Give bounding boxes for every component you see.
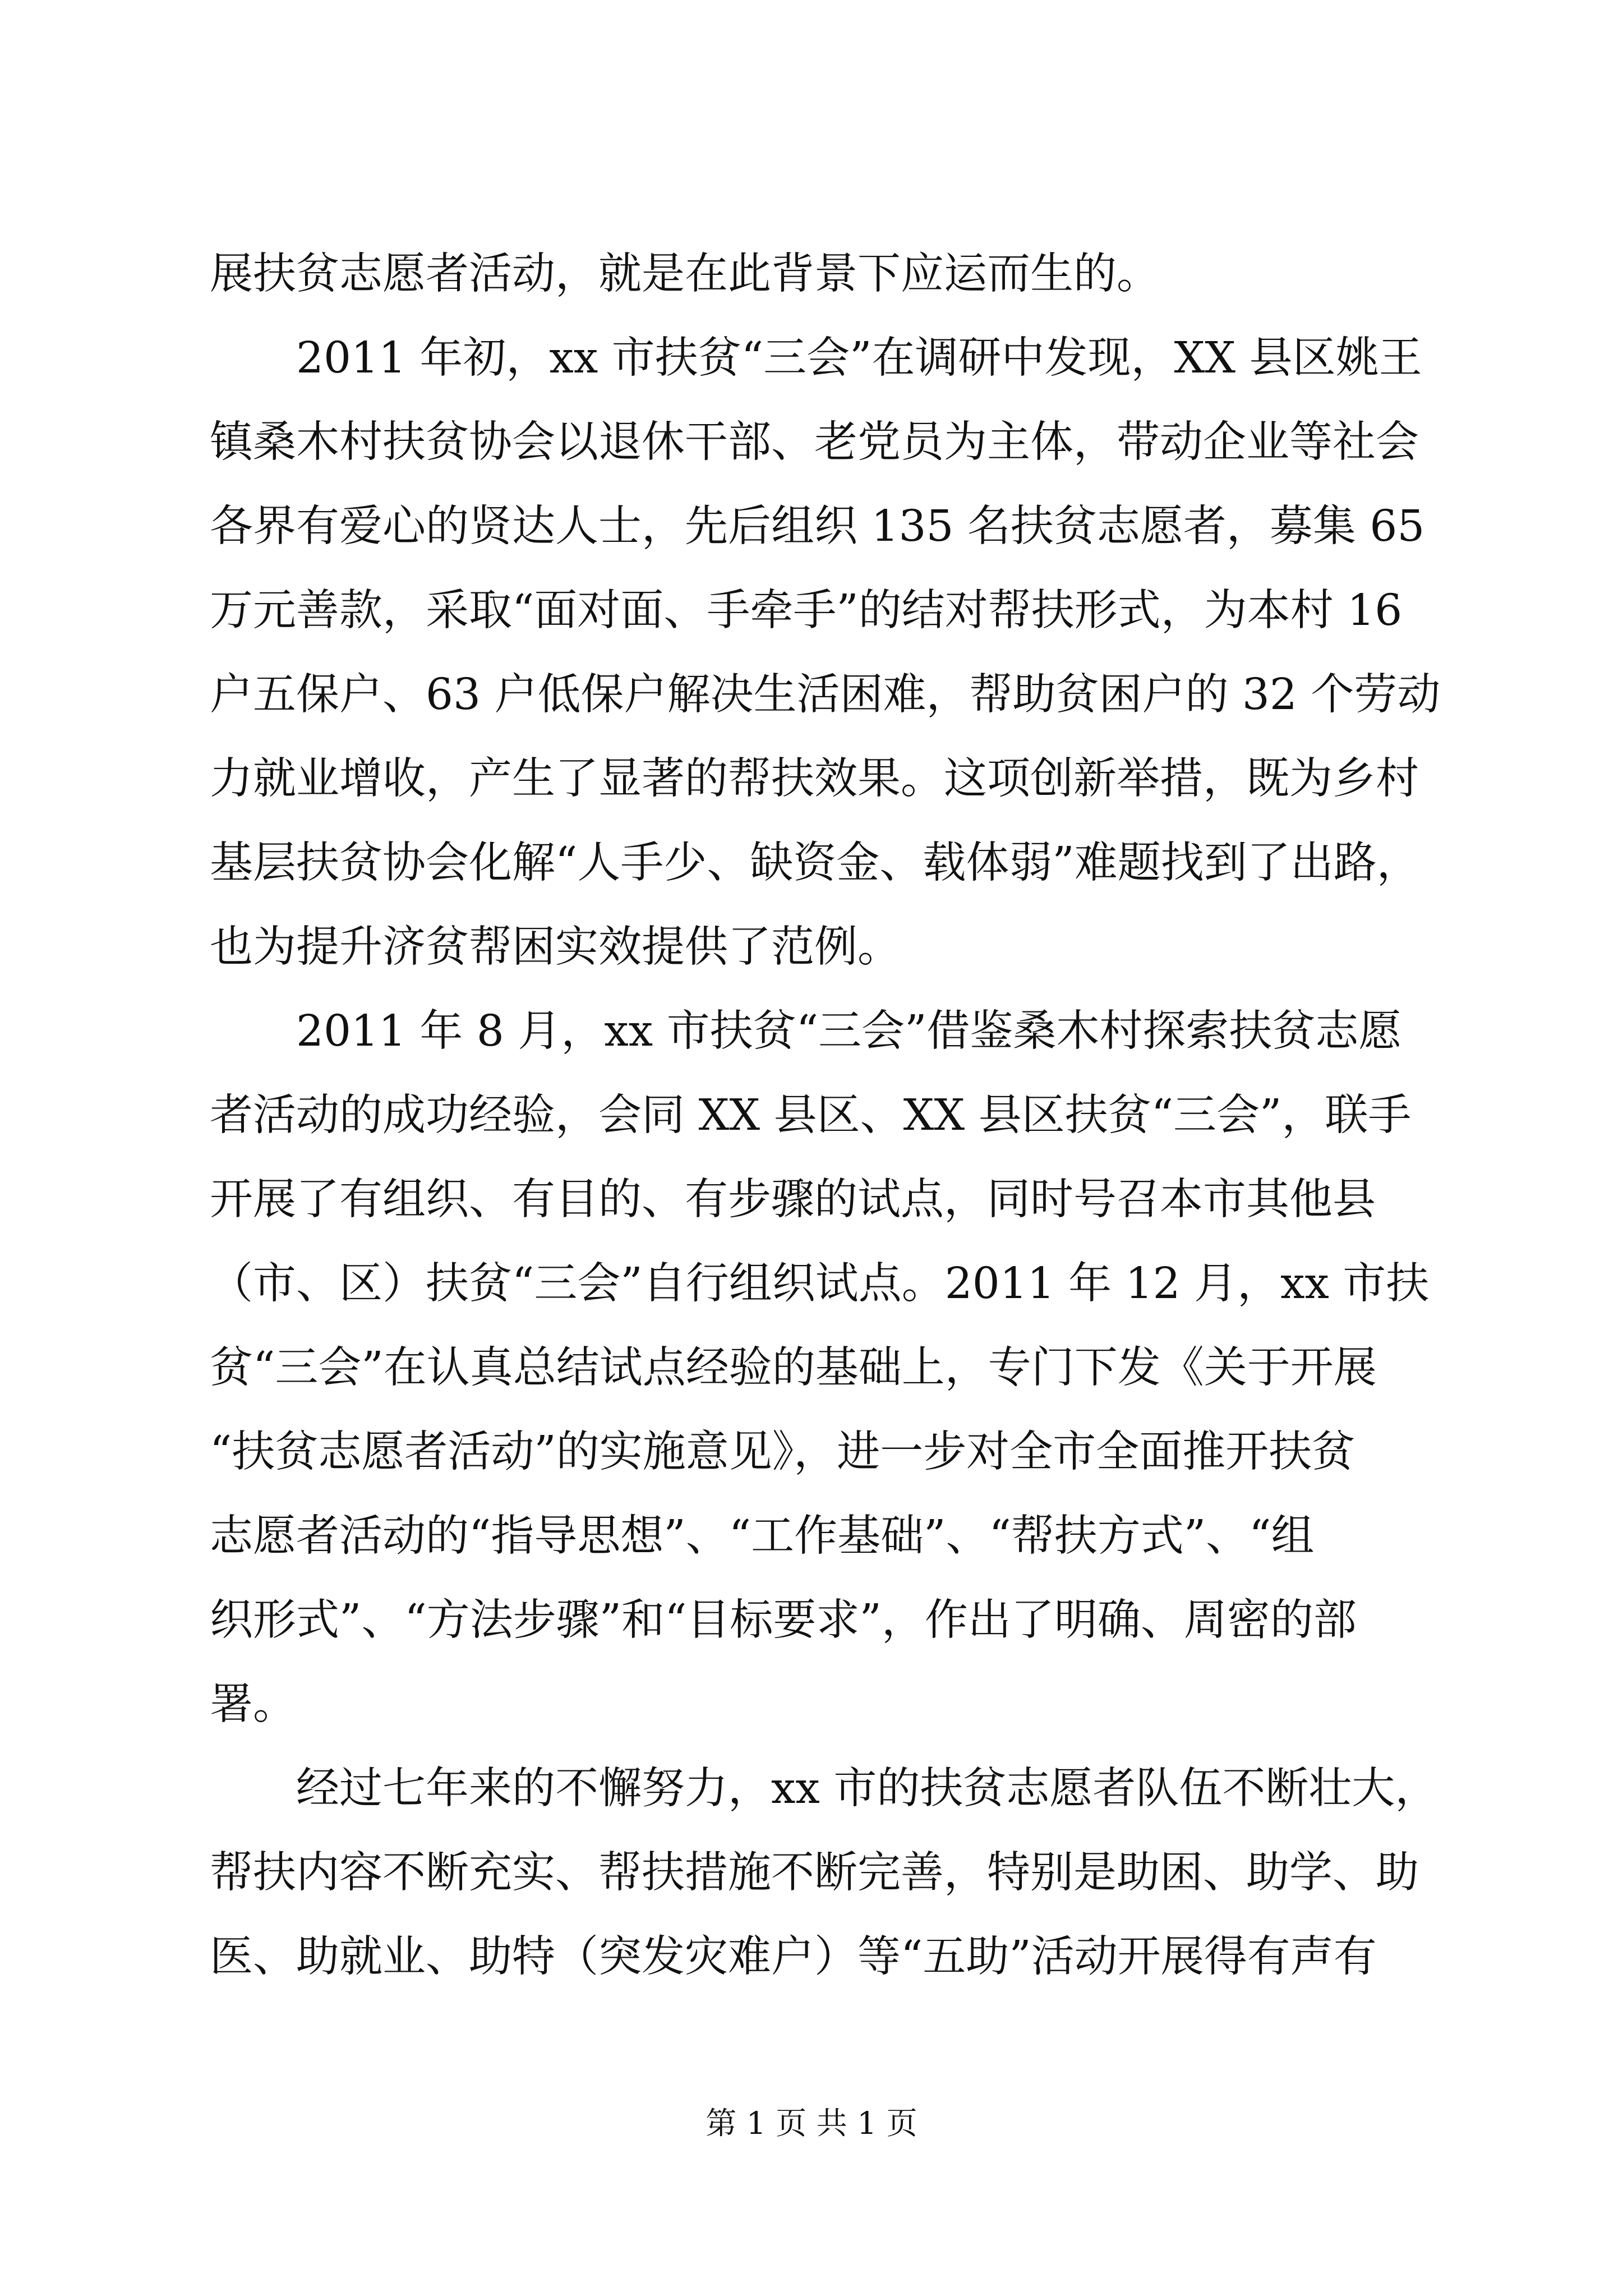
text-line: 志愿者活动的“指导思想”、“工作基础”、“帮扶方式”、“组: [210, 1511, 1315, 1561]
text-line: 署。: [210, 1680, 296, 1729]
text-line: 2011 年初，xx 市扶贫“三会”在调研中发现，XX 县区姚王: [296, 333, 1422, 383]
text-line: 者活动的成功经验，会同 XX 县区、XX 县区扶贫“三会”，联手: [210, 1091, 1412, 1140]
text-line: 医、助就业、助特（突发灾难户）等“五助”活动开展得有声有: [210, 1932, 1377, 1982]
text-line: 织形式”、“方法步骤”和“目标要求”，作出了明确、周密的部: [210, 1595, 1357, 1645]
text-line: 2011 年 8 月，xx 市扶贫“三会”借鉴桑木村探索扶贫志愿: [296, 1006, 1402, 1056]
text-line: 户五保户、63 户低保户解决生活困难，帮助贫困户的 32 个劳动: [210, 670, 1441, 720]
page-number-footer: 第 1 页 共 1 页: [706, 2105, 917, 2141]
text-line: 万元善款，采取“面对面、手牵手”的结对帮扶形式，为本村 16: [210, 586, 1403, 636]
text-line: 基层扶贫协会化解“人手少、缺资金、载体弱”难题找到了出路，: [210, 838, 1420, 888]
text-line: （市、区）扶贫“三会”自行组织试点。2011 年 12 月，xx 市扶: [210, 1259, 1430, 1309]
text-line: “扶贫志愿者活动”的实施意见》，进一步对全市全面推开扶贫: [210, 1427, 1355, 1477]
text-line: 也为提升济贫帮困实效提供了范例。: [210, 922, 901, 972]
text-line: 经过七年来的不懈努力，xx 市的扶贫志愿者队伍不断壮大，: [296, 1764, 1438, 1814]
text-line: 贫“三会”在认真总结试点经验的基础上，专门下发《关于开展: [210, 1343, 1377, 1393]
text-line: 帮扶内容不断充实、帮扶措施不断完善，特别是助困、助学、助: [210, 1848, 1419, 1898]
text-line: 开展了有组织、有目的、有步骤的试点，同时号召本市其他县: [210, 1175, 1376, 1225]
text-line: 各界有爱心的贤达人士，先后组织 135 名扶贫志愿者，募集 65: [210, 501, 1425, 551]
text-line: 镇桑木村扶贫协会以退休干部、老党员为主体，带动企业等社会: [210, 417, 1419, 467]
text-line: 展扶贫志愿者活动，就是在此背景下应运而生的。: [210, 249, 1160, 299]
text-line: 力就业增收，产生了显著的帮扶效果。这项创新举措，既为乡村: [210, 754, 1419, 804]
